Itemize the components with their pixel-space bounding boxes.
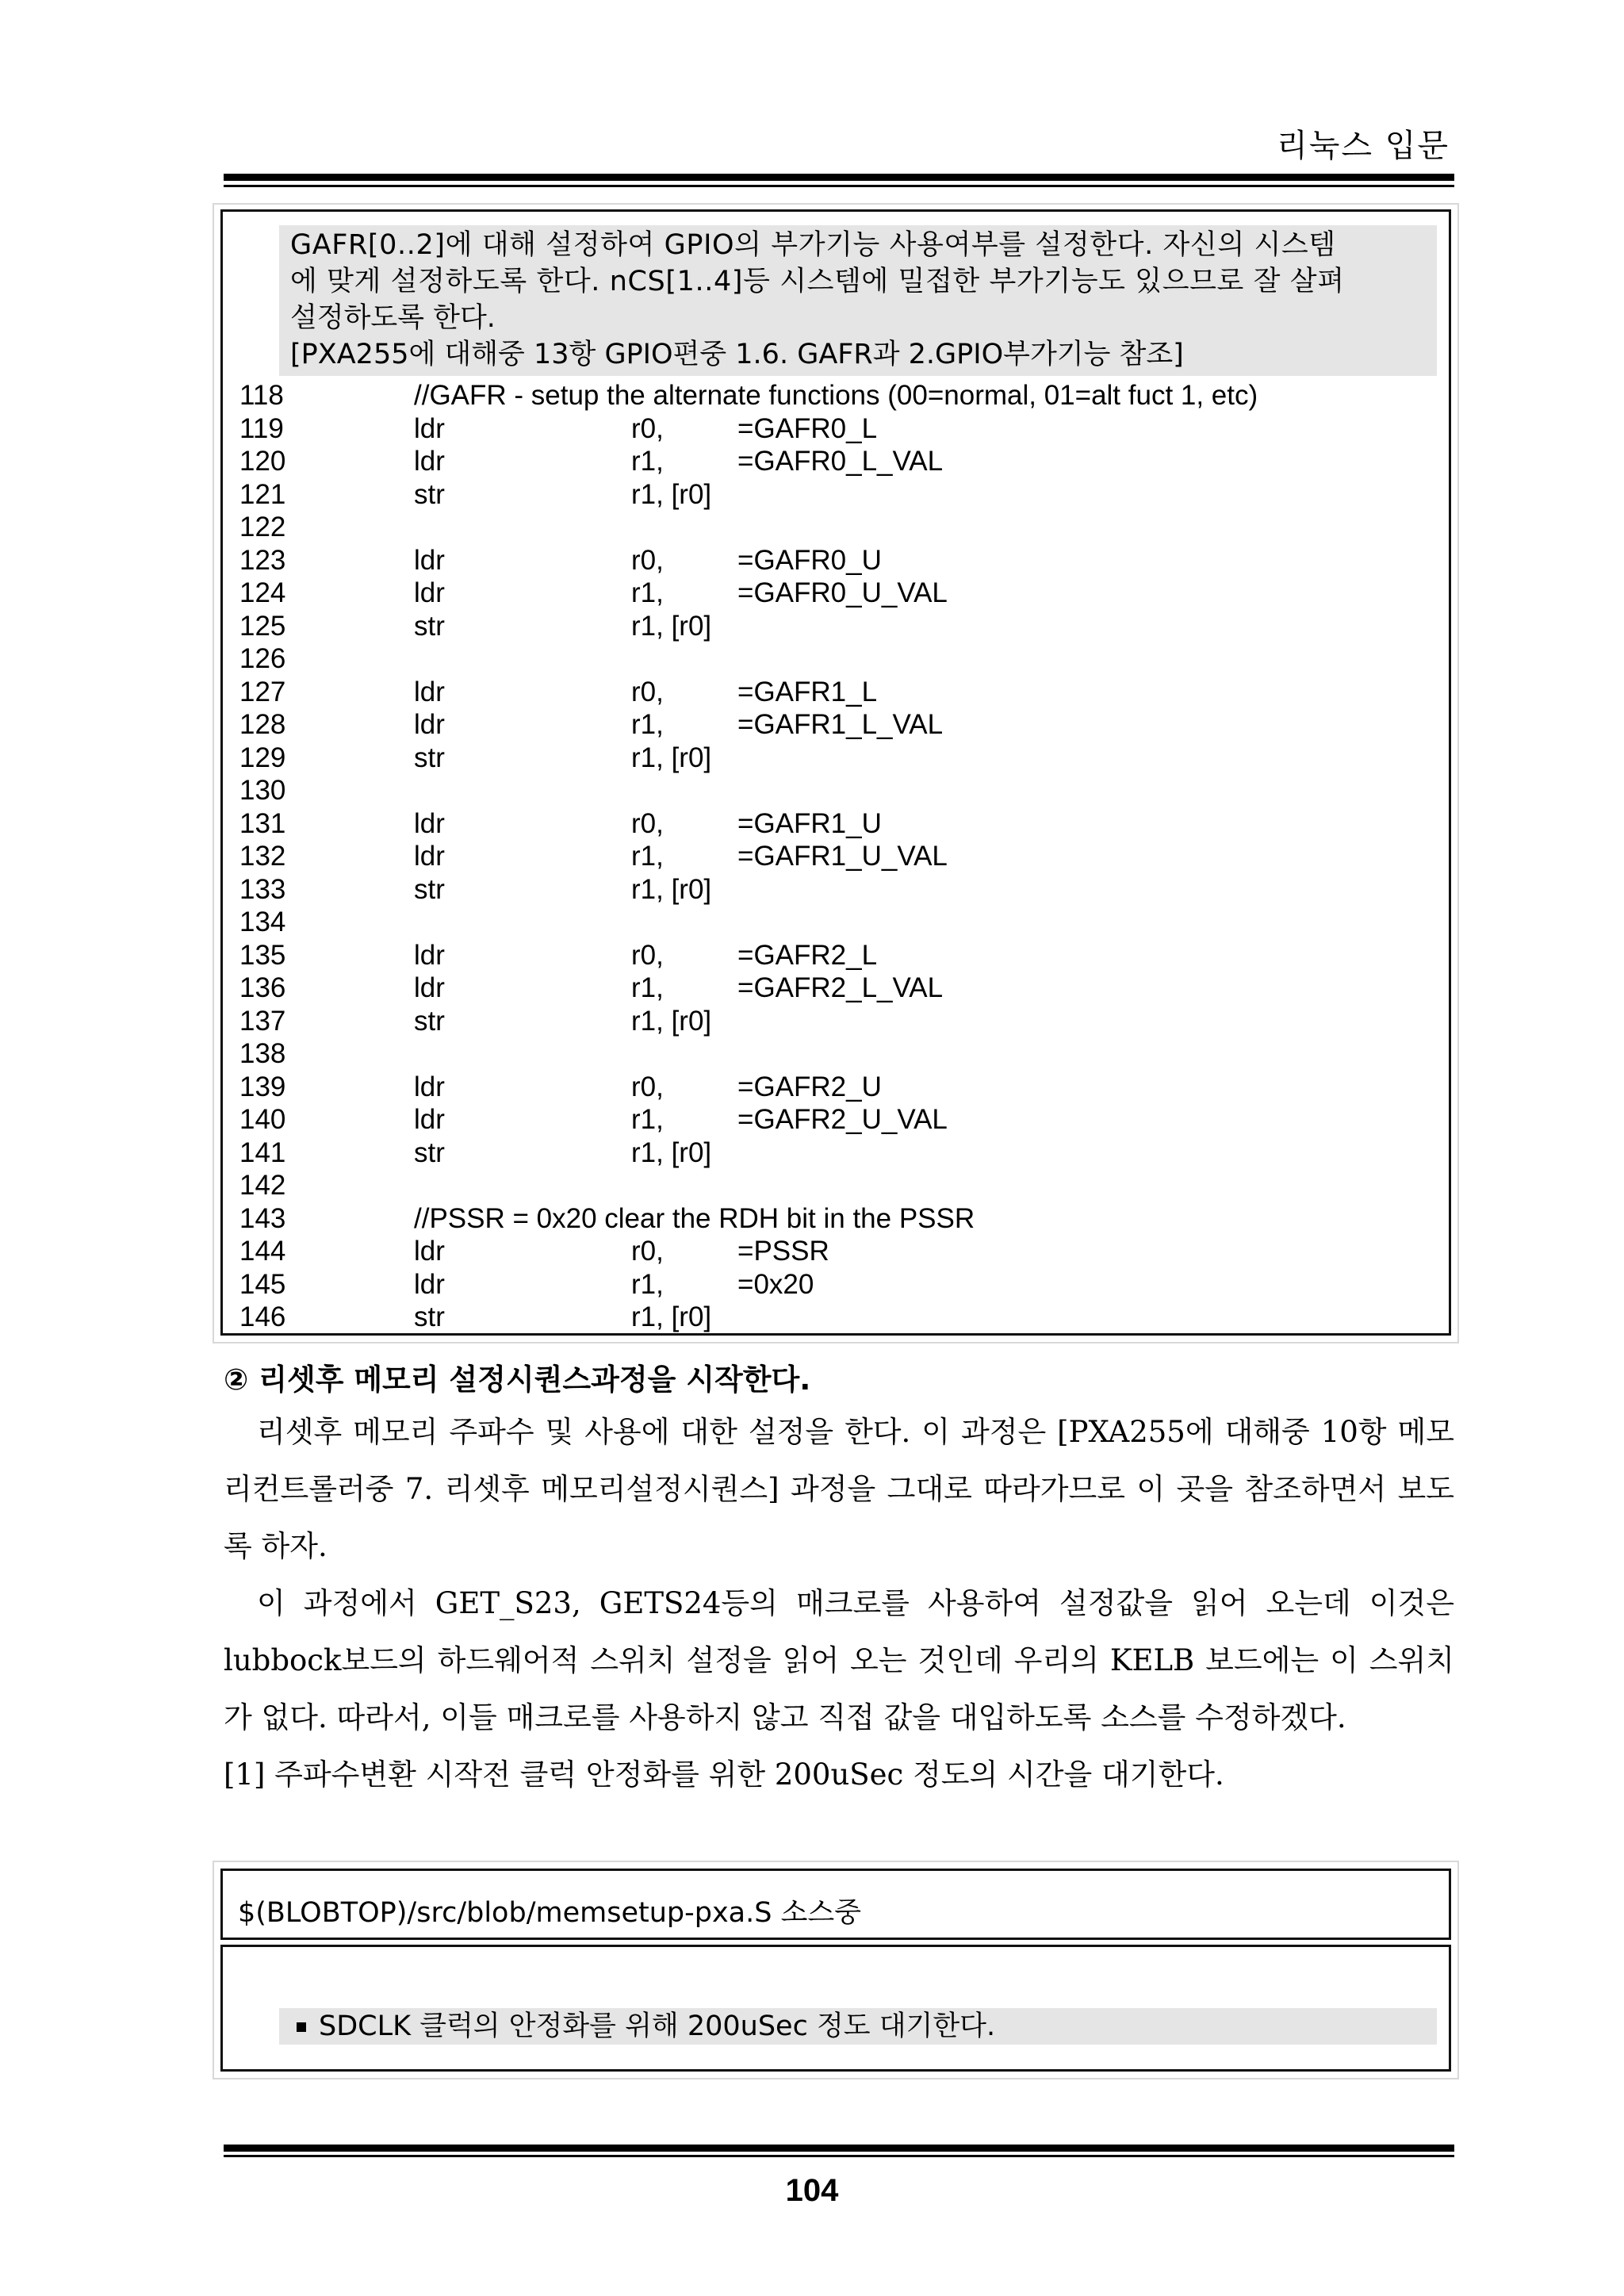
- code-op: ldr: [414, 676, 445, 707]
- code-arg1: r1,: [631, 446, 664, 477]
- line-number: 128: [239, 709, 286, 740]
- code-arg2: =GAFR0_U_VAL: [737, 577, 948, 608]
- line-number: 138: [239, 1038, 286, 1069]
- code-line: [239, 1235, 1429, 1268]
- line-number: 123: [239, 544, 286, 576]
- code-arg2: =GAFR1_L: [737, 676, 878, 707]
- code-arg1: r0,: [631, 544, 664, 576]
- section-heading: ② 리셋후 메모리 설정시퀀스과정을 시작한다.: [224, 1363, 811, 1397]
- code-arg2: =GAFR0_L: [737, 412, 878, 444]
- header-title: 리눅스 입문: [1277, 128, 1450, 164]
- code-op: str: [414, 1301, 445, 1332]
- code-line: [239, 774, 1429, 807]
- line-number: 121: [239, 478, 286, 510]
- code-line: [239, 1005, 1429, 1038]
- code-line: [239, 1301, 1429, 1334]
- line-number: 133: [239, 873, 286, 905]
- line-number: 127: [239, 676, 286, 707]
- line-number: 134: [239, 907, 286, 937]
- code-arg2: =PSSR: [737, 1236, 829, 1267]
- code-listing: [239, 379, 1429, 1334]
- code-op: //PSSR = 0x20 clear the RDH bit in the PSSR: [414, 1202, 975, 1234]
- code-line: [239, 939, 1429, 972]
- code-line: [239, 577, 1429, 610]
- code-op: ldr: [414, 1268, 445, 1300]
- code-op: ldr: [414, 1104, 445, 1135]
- line-number: 124: [239, 577, 286, 608]
- code-line: [239, 478, 1429, 512]
- code-arg2: =GAFR2_U: [737, 1071, 882, 1102]
- code-arg1: r1,: [631, 841, 664, 872]
- line-number: 131: [239, 807, 286, 839]
- code-arg1: r1,: [631, 577, 664, 608]
- code-line: [239, 642, 1429, 676]
- code-arg1: r1,: [631, 1104, 664, 1135]
- line-number: 120: [239, 446, 286, 477]
- code-line: [239, 1071, 1429, 1104]
- code-op: ldr: [414, 577, 445, 608]
- line-number: 136: [239, 972, 286, 1003]
- code-arg2: =GAFR2_L: [737, 939, 878, 971]
- code-arg1: r0,: [631, 412, 664, 444]
- line-number: 135: [239, 939, 286, 971]
- code-op: ldr: [414, 841, 445, 872]
- code-op: ldr: [414, 544, 445, 576]
- bullet-text: SDCLK 클럭의 안정화를 위해 200uSec 정도 대기한다.: [319, 2010, 996, 2042]
- code-line: [239, 511, 1429, 544]
- code-arg1: r1, [r0]: [631, 478, 712, 510]
- code-line: [239, 544, 1429, 577]
- code-arg1: r1, [r0]: [631, 1137, 712, 1168]
- code-arg1: r1, [r0]: [631, 1005, 712, 1037]
- code-op: str: [414, 873, 445, 905]
- line-number: 143: [239, 1202, 286, 1234]
- line-number: 119: [239, 412, 284, 444]
- code-arg2: =GAFR1_U_VAL: [737, 841, 948, 872]
- code-arg1: r0,: [631, 939, 664, 971]
- code-op: ldr: [414, 939, 445, 971]
- code-op: ldr: [414, 972, 445, 1003]
- code-line: [239, 379, 1429, 412]
- code-op: str: [414, 1137, 445, 1168]
- code-arg1: r1,: [631, 972, 664, 1003]
- code-line: [239, 610, 1429, 643]
- code-arg2: =GAFR1_L_VAL: [737, 709, 944, 740]
- code-arg2: =GAFR0_L_VAL: [737, 446, 944, 477]
- code-op: str: [414, 478, 445, 510]
- body-text: [224, 1356, 1454, 1803]
- code-line: [239, 807, 1429, 841]
- header-rule-thick: [224, 174, 1454, 181]
- note-line: [PXA255에 대해중 13항 GPIO편중 1.6. GAFR과 2.GPIO부가기능 참조]: [290, 339, 1184, 370]
- code-arg2: =GAFR2_L_VAL: [737, 972, 944, 1003]
- note-line: GAFR[0..2]에 대해 설정하여 GPIO의 부가기능 사용여부를 설정한다. 자신의 시스템: [290, 229, 1336, 261]
- code-arg1: r1, [r0]: [631, 1301, 712, 1332]
- code-line: [239, 972, 1429, 1005]
- bullet-square-icon: [297, 2022, 306, 2032]
- code-line: [239, 1268, 1429, 1301]
- code-line: [239, 708, 1429, 742]
- line-number: 129: [239, 742, 286, 773]
- code-line: [239, 1169, 1429, 1202]
- code-op: str: [414, 1005, 445, 1037]
- header-rule-thin: [224, 185, 1454, 187]
- code-op: str: [414, 742, 445, 773]
- code-arg2: =GAFR2_U_VAL: [737, 1104, 948, 1135]
- line-number: 132: [239, 841, 286, 872]
- footer-rule-thin: [224, 2155, 1454, 2157]
- line-number: 122: [239, 512, 286, 542]
- code-arg1: r0,: [631, 1071, 664, 1102]
- page-number: 104: [785, 2173, 839, 2208]
- code-arg1: r1, [r0]: [631, 742, 712, 773]
- code-arg2: =0x20: [737, 1268, 814, 1300]
- code-op: ldr: [414, 807, 445, 839]
- code-line: [239, 906, 1429, 939]
- code-arg1: r1,: [631, 1268, 664, 1300]
- line-number: 118: [239, 380, 284, 411]
- code-line: [239, 445, 1429, 478]
- code-op: ldr: [414, 412, 445, 444]
- line-number: 140: [239, 1104, 286, 1135]
- paragraph: 리셋후 메모리 주파수 및 사용에 대한 설정을 한다. 이 과정은 [PXA255에 대해중 10항 메모리컨트롤러중 7. 리셋후 메모리설정시퀀스] 과정을 그대로 따라가므로 이 곳을 참조하면서 보도록 하자.: [224, 1415, 1454, 1563]
- line-number: 146: [239, 1301, 286, 1332]
- code-line: [239, 676, 1429, 709]
- line-number: 141: [239, 1137, 286, 1168]
- code-arg1: r1, [r0]: [631, 873, 712, 905]
- code-line: [239, 840, 1429, 873]
- code-line: [239, 742, 1429, 775]
- source-path: $(BLOBTOP)/src/blob/memsetup-pxa.S 소스중: [238, 1897, 861, 1929]
- code-op: ldr: [414, 446, 445, 477]
- bullet-note: [279, 2008, 1437, 2045]
- code-line: [239, 873, 1429, 907]
- code-op: //GAFR - setup the alternate functions (00=normal, 01=alt fuct 1, etc): [414, 380, 1258, 411]
- line-number: 145: [239, 1268, 286, 1300]
- step-heading: [1] 주파수변환 시작전 클럭 안정화를 위한 200uSec 정도의 시간을 대기한다.: [224, 1757, 1224, 1792]
- line-number: 126: [239, 643, 286, 674]
- code-arg1: r0,: [631, 676, 664, 707]
- code-op: ldr: [414, 1236, 445, 1267]
- note-line: 에 맞게 설정하도록 한다. nCS[1..4]등 시스템에 밀접한 부가기능도 있으므로 잘 살펴: [290, 266, 1345, 297]
- line-number: 142: [239, 1170, 286, 1201]
- code-arg1: r1, [r0]: [631, 610, 712, 642]
- code-arg1: r0,: [631, 807, 664, 839]
- code-line: [239, 1037, 1429, 1071]
- code-arg1: r1,: [631, 709, 664, 740]
- line-number: 139: [239, 1071, 286, 1102]
- paragraph: 이 과정에서 GET_S23, GETS24등의 매크로를 사용하여 설정값을 읽어 오는데 이것은 lubbock보드의 하드웨어적 스위치 설정을 읽어 오는 것인데 우리의 KELB 보드에는 이 스위치가 없다. 따라서, 이들 매크로를 사용하지 않고 직접 값을 대입하도록 소스를 수정하겠다.: [224, 1586, 1454, 1734]
- code-op: ldr: [414, 1071, 445, 1102]
- line-number: 125: [239, 610, 286, 642]
- line-number: 137: [239, 1005, 286, 1037]
- code-line: [239, 1202, 1429, 1236]
- code-op: str: [414, 610, 445, 642]
- code-arg1: r0,: [631, 1236, 664, 1267]
- footer-rule-thick: [224, 2145, 1454, 2152]
- code-op: ldr: [414, 709, 445, 740]
- line-number: 130: [239, 775, 286, 806]
- code-box-note: [279, 225, 1437, 376]
- code-arg2: =GAFR0_U: [737, 544, 882, 576]
- code-line: [239, 412, 1429, 446]
- line-number: 144: [239, 1236, 286, 1267]
- code-line: [239, 1103, 1429, 1137]
- note-line: 설정하도록 한다.: [290, 302, 496, 334]
- code-line: [239, 1137, 1429, 1170]
- code-arg2: =GAFR1_U: [737, 807, 882, 839]
